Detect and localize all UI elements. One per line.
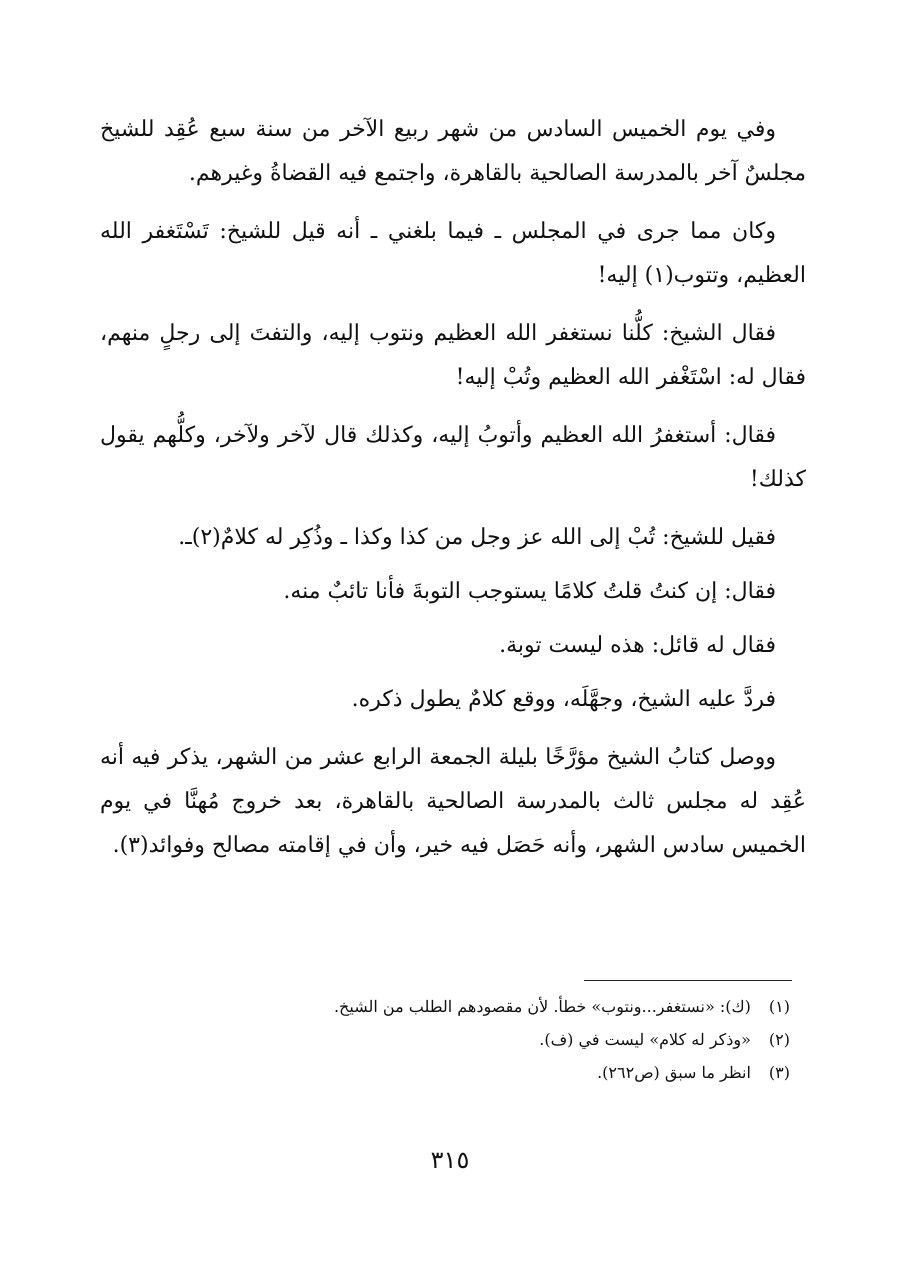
paragraph-9: ووصل كتابُ الشيخ مؤرَّخًا بليلة الجمعة الرابع عشر من الشهر، يذكر فيه أنه عُقِد له مجلس ثالث بالمدرسة الصالحية بالقاهرة، بعد خروج مُهنَّا في يوم الخميس سادس الشهر، وأنه حَصَل فيه خير، وأن في إقامته مصالح وفوائد(٣). [100,745,806,858]
paragraph-2: وكان مما جرى في المجلس ـ فيما بلغني ـ أنه قيل للشيخ: تَسْتَغفر الله العظيم، وتتوب(١) إليه! [100,219,806,288]
paragraph-1: وفي يوم الخميس السادس من شهر ربيع الآخر من سنة سبع عُقِد للشيخ مجلسٌ آخر بالمدرسة الصالحية بالقاهرة، واجتمع فيه القضاةُ وغيرهم. [100,117,806,186]
paragraph-4: فقال: أستغفرُ الله العظيم وأتوبُ إليه، وكذلك قال لآخر ولآخر، وكلُّهم يقول كذلك! [100,423,806,492]
footnote-text: «وذكر له كلام» ليست في (ف). [539,1030,751,1049]
footnote-text: انظر ما سبق (ص٢٦٢). [597,1063,751,1082]
page-number: ٣١٥ [430,1146,470,1174]
paragraph-5: فقيل للشيخ: تُبْ إلى الله عز وجل من كذا وكذا ـ وذُكِر له كلامٌ(٢)ـ. [178,525,776,550]
paragraph-6: فقال: إن كنتُ قلتُ كلامًا يستوجب التوبةَ فأنا تائبٌ منه. [283,579,776,604]
footnote-3 [100,1056,792,1089]
footnote-number: (٣) [768,1063,790,1082]
paragraph-8: فردَّ عليه الشيخ، وجهَّلَه، ووقع كلامٌ يطول ذكره. [351,687,776,712]
footnote-number: (٢) [768,1030,790,1049]
footnote-1 [100,990,792,1023]
footnote-2 [100,1023,792,1056]
footnote-text: (ك): «نستغفر...ونتوب» خطأ. لأن مقصودهم الطلب من الشيخ. [333,997,751,1016]
main-text [100,108,806,882]
paragraph-7: فقال له قائل: هذه ليست توبة. [499,633,776,658]
paragraph-3: فقال الشيخ: كلُّنا نستغفر الله العظيم ونتوب إليه، والتفتَ إلى رجلٍ منهم، فقال له: اسْتَغْفر الله العظيم وتُبْ إليه! [100,321,806,390]
footnote-separator [584,980,792,981]
footnote-number: (١) [768,997,790,1016]
footnotes [100,990,792,1089]
